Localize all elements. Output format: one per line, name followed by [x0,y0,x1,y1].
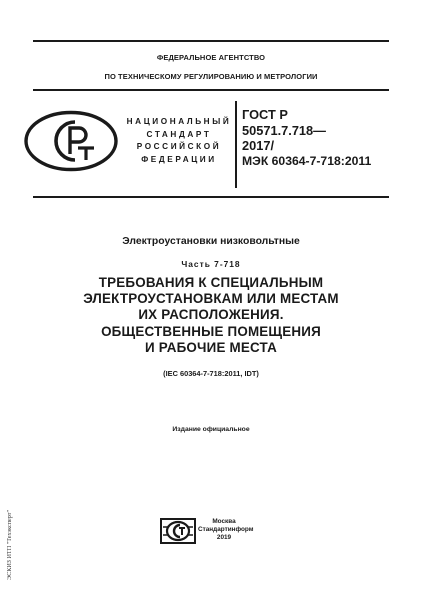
standard-divider [235,101,237,188]
side-watermark: ЭСКИЗ ИТП "Техэксперт" [6,509,13,580]
header-rule [33,89,389,91]
standartinform-logo [160,518,196,544]
main-title [33,275,389,356]
standard-type-line: НАЦИОНАЛЬНЫЙ [126,117,232,126]
designation-line: ГОСТ Р [242,107,288,122]
main-title-line: ЭЛЕКТРОУСТАНОВКАМ ИЛИ МЕСТАМ [83,291,339,307]
standard-designation [242,107,371,169]
publisher-name: Стандартинформ [198,526,254,534]
designation-line: 2017/ [242,138,275,154]
publication-year: 2019 [216,534,232,542]
main-title-line: ОБЩЕСТВЕННЫЕ ПОМЕЩЕНИЯ [101,323,321,339]
publisher-city: Москва [212,518,236,525]
general-title: Электроустановки низковольтные [122,236,300,247]
main-title-line: ТРЕБОВАНИЯ К СПЕЦИАЛЬНЫМ [98,275,324,290]
iec-reference: (IEC 60364-7-718:2011, IDT) [163,369,259,378]
agency-line-1: ФЕДЕРАЛЬНОЕ АГЕНТСТВО [156,53,266,62]
top-rule [33,40,389,42]
designation-line: 50571.7.718— [242,122,326,138]
standard-type-line: ФЕДЕРАЦИИ [141,154,217,164]
part-number: Часть 7-718 [181,259,241,269]
main-title-line: ИХ РАСПОЛОЖЕНИЯ. [138,307,284,323]
gost-r-logo [23,110,119,172]
standard-type-line: РОССИЙСКОЙ [136,142,222,152]
designation-line: МЭК 60364-7-718:2011 [242,153,372,168]
publisher-info [198,518,254,543]
agency-line-2: ПО ТЕХНИЧЕСКОМУ РЕГУЛИРОВАНИЮ И МЕТРОЛОГИИ [104,72,318,81]
standard-type [120,116,238,166]
edition-note: Издание официальное [172,426,250,433]
standard-type-line: СТАНДАРТ [146,129,212,139]
main-title-line: И РАБОЧИЕ МЕСТА [145,339,277,355]
standard-rule [33,196,389,198]
